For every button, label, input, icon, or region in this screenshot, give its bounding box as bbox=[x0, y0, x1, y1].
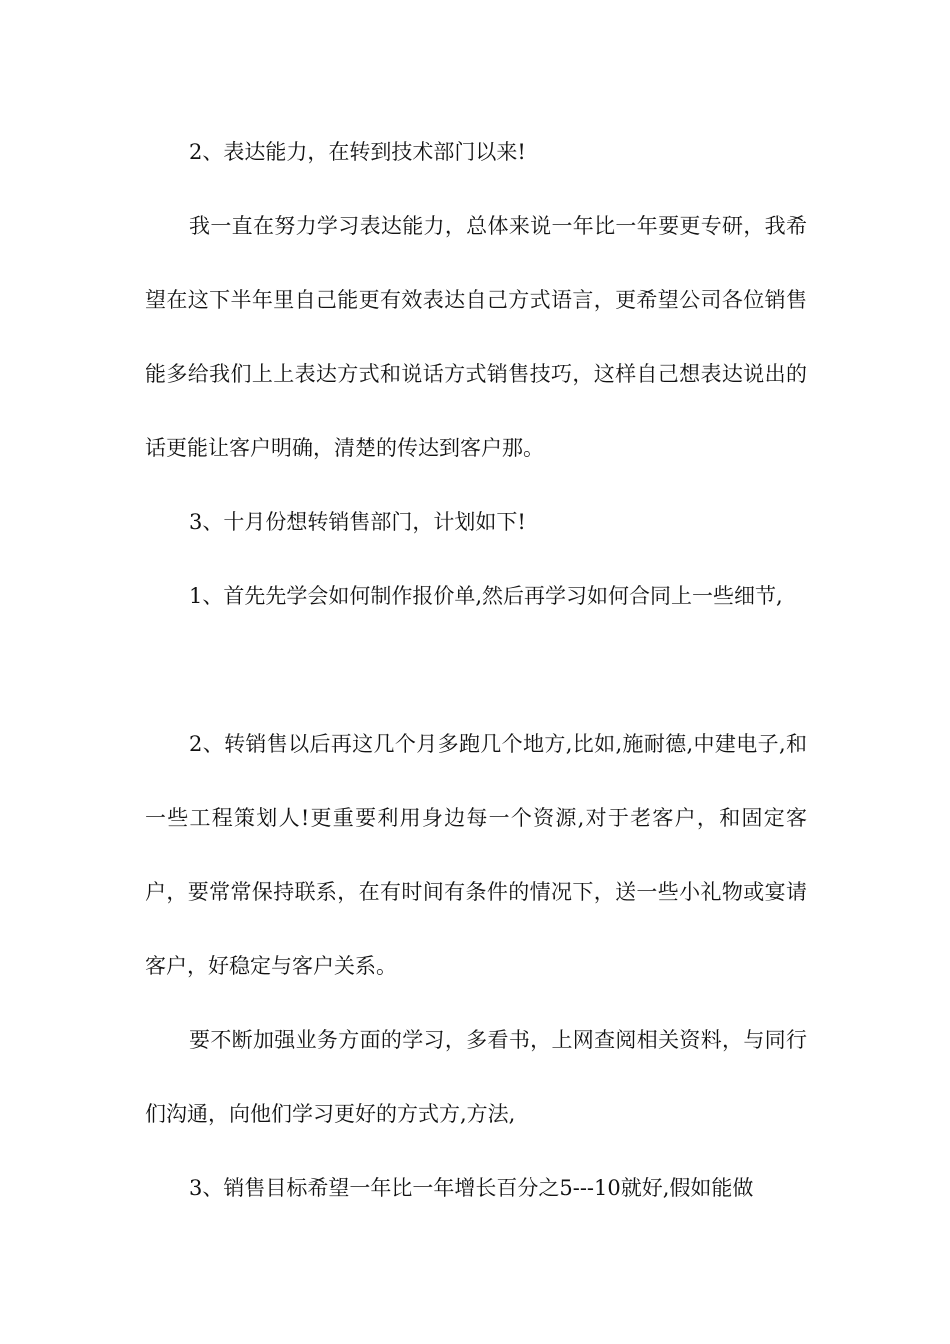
paragraph-learning: 要不断加强业务方面的学习，多看书，上网查阅相关资料，与同行们沟通，向他们学习更好的方式方,方法, bbox=[145, 1028, 807, 1126]
paragraph-expression-body: 我一直在努力学习表达能力，总体来说一年比一年要更专研，我希望在这下半年里自己能更有效表达自己方式语言，更希望公司各位销售能多给我们上上表达方式和说话方式销售技巧，这样自己想表达说出的话更能让客户明确，清楚的传达到客户那。 bbox=[145, 214, 807, 460]
paragraph-expression-heading: 2、表达能力，在转到技术部门以来! bbox=[189, 140, 526, 164]
paragraph-plan-item-2: 2、转销售以后再这几个月多跑几个地方,比如,施耐德,中建电子,和一些工程策划人!更重要利用身边每一个资源,对于老客户，和固定客户，要常常保持联系，在有时间有条件的情况下，送一些小礼物或宴请客户，好稳定与客户关系。 bbox=[145, 732, 807, 978]
paragraph-sales-plan-heading: 3、十月份想转销售部门，计划如下! bbox=[189, 510, 526, 534]
paragraph-plan-item-1: 1、首先先学会如何制作报价单,然后再学习如何合同上一些细节, bbox=[189, 584, 783, 608]
paragraph-plan-item-3: 3、销售目标希望一年比一年增长百分之5---10就好,假如能做 bbox=[189, 1176, 754, 1200]
